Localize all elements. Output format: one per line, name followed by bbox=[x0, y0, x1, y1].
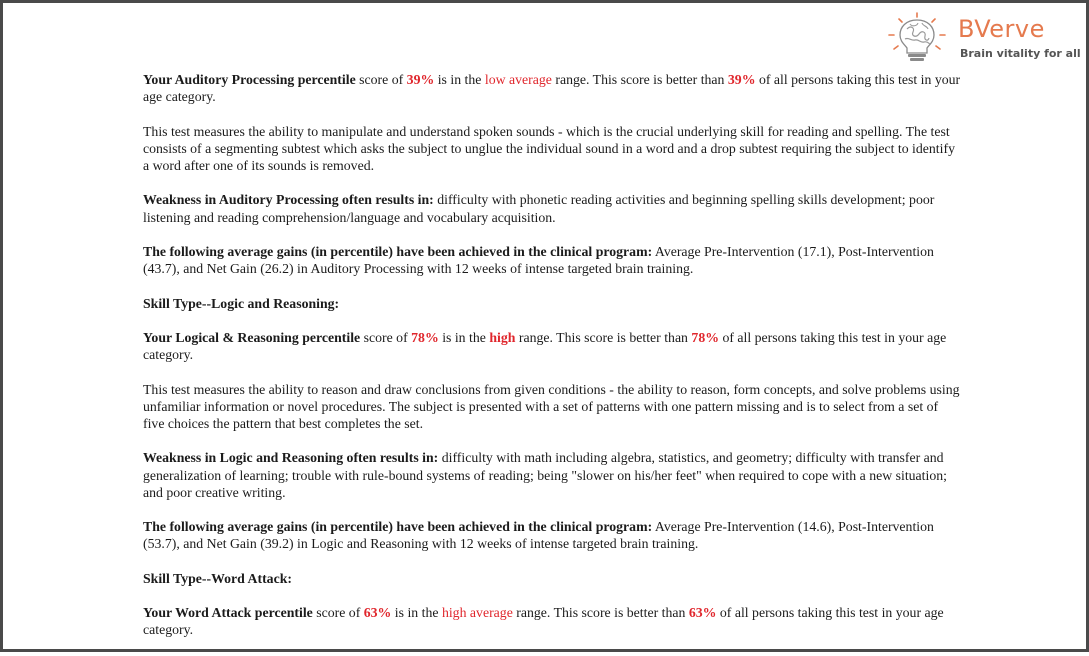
auditory-range: low average bbox=[484, 72, 552, 87]
brain-lightbulb-icon bbox=[885, 11, 955, 65]
logic-gains-lead: The following average gains (in percentile) have been achieved in the clinical program: bbox=[143, 519, 653, 535]
logic-score-paragraph bbox=[143, 329, 963, 363]
auditory-description: This test measures the ability to manipulate and understand spoken sounds - which is the crucial underlying skill for reading and spelling. The test consists of a segmenting subtest which asks the subject to unglue the individual sound in a word and a drop subtest requiring the subject to identify a word after one of its sounds is removed. bbox=[143, 123, 955, 173]
word-attack-skill-type-heading bbox=[143, 570, 963, 587]
logic-skill-type-heading bbox=[143, 295, 963, 312]
auditory-gains bbox=[143, 243, 963, 277]
word-attack-percentile: 63% bbox=[363, 605, 392, 621]
logic-description: This test measures the ability to reason and draw conclusions from given conditions - the ability to reason, form concepts, and solve problems using unfamiliar information or novel procedures. The subject is presented with a set of patterns with one pattern missing and is to select from a set of five choices the pattern that best completes the set. bbox=[143, 381, 960, 431]
logic-gains-text: Average Pre-Intervention (14.6), Post-Intervention (53.7), and Net Gain (39.2) in Logic and Reasoning with 12 weeks of intense targeted brain training. bbox=[143, 519, 934, 552]
score-text: is in the bbox=[437, 72, 482, 87]
word-attack-score-lead: Your Word Attack percentile bbox=[143, 605, 313, 621]
score-text: is in the bbox=[394, 605, 439, 621]
auditory-score-lead: Your Auditory Processing percentile bbox=[143, 72, 356, 87]
score-text: range. This score is better than bbox=[518, 329, 688, 345]
auditory-weakness bbox=[143, 191, 963, 225]
word-attack-percentile-repeat: 63% bbox=[688, 605, 717, 621]
auditory-percentile-repeat: 39% bbox=[727, 72, 756, 87]
word-attack-range: high average bbox=[441, 605, 513, 621]
auditory-weakness-text: difficulty with phonetic reading activities and beginning spelling skills development; poor listening and reading comprehension/language and vocabulary acquisition. bbox=[143, 192, 935, 225]
word-attack-skill-type: Skill Type--Word Attack: bbox=[143, 570, 292, 586]
report-content bbox=[143, 71, 963, 656]
logic-percentile-repeat: 78% bbox=[691, 329, 720, 345]
logic-skill-type: Skill Type--Logic and Reasoning: bbox=[143, 295, 340, 311]
auditory-score-paragraph bbox=[143, 71, 963, 105]
score-text: is in the bbox=[442, 329, 486, 345]
brand-logo bbox=[885, 11, 1085, 67]
logic-gains bbox=[143, 518, 963, 552]
score-text: range. This score is better than bbox=[555, 72, 725, 87]
auditory-percentile: 39% bbox=[406, 72, 435, 87]
score-text: of all persons taking this test in your age category. bbox=[143, 605, 944, 638]
logic-weakness-text: difficulty with math including algebra, statistics, and geometry; difficulty with transfer and generalization of learning; trouble with rule-bound systems of reading; being "slower on his/her feet" when required to cope with a new situation; and poor creative writing. bbox=[143, 450, 947, 500]
score-text: score of bbox=[363, 329, 408, 345]
auditory-gains-lead: The following average gains (in percentile) have been achieved in the clinical program: bbox=[143, 243, 653, 259]
score-text: score of bbox=[316, 605, 361, 621]
score-text: of all persons taking this test in your age category. bbox=[143, 329, 947, 363]
auditory-weakness-lead: Weakness in Auditory Processing often results in: bbox=[143, 192, 434, 208]
brand-name: BVerve bbox=[958, 15, 1045, 43]
logic-weakness bbox=[143, 449, 963, 501]
score-text: range. This score is better than bbox=[516, 605, 686, 621]
score-text: score of bbox=[359, 72, 404, 87]
logic-score-lead: Your Logical & Reasoning percentile bbox=[143, 329, 361, 345]
auditory-gains-text: Average Pre-Intervention (17.1), Post-Intervention (43.7), and Net Gain (26.2) in Auditory Processing with 12 weeks of intense targeted brain training. bbox=[143, 243, 934, 277]
word-attack-score-paragraph bbox=[143, 604, 963, 638]
logic-percentile: 78% bbox=[411, 329, 439, 345]
score-text: of all persons taking this test in your age category. bbox=[143, 72, 961, 105]
logic-weakness-lead: Weakness in Logic and Reasoning often results in: bbox=[143, 450, 439, 466]
logic-range: high bbox=[489, 329, 516, 345]
brand-tagline: Brain vitality for all bbox=[960, 47, 1081, 60]
